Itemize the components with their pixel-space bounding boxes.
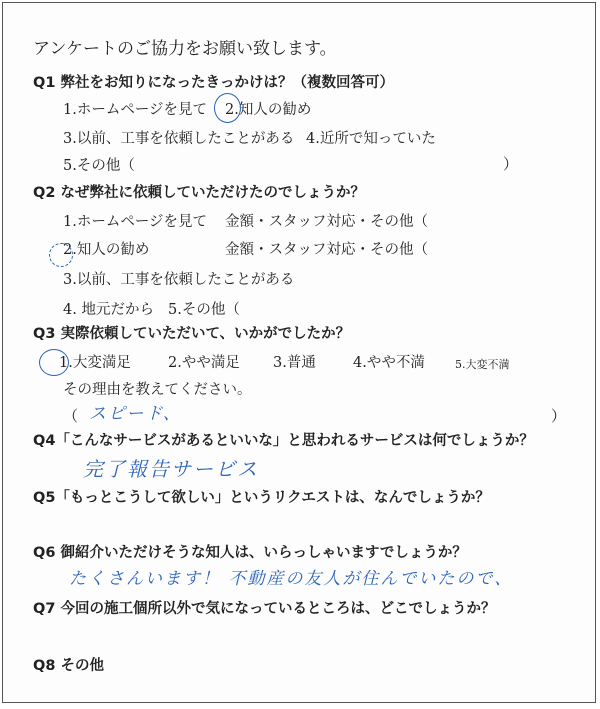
q3-option-3: 3.普通 <box>273 355 316 371</box>
q3-handwritten-answer: スピード、 <box>89 404 182 424</box>
q2-option-1: 1.ホームページを見て <box>63 214 208 230</box>
q1-option-2: 2.知人の勧め <box>225 102 312 118</box>
q3-option-5: 5.大変不満 <box>455 358 510 371</box>
q1-option-1: 1.ホームページを見て <box>63 102 208 118</box>
q1-close-paren: ） <box>503 155 519 173</box>
q2-option-4: 4. 地元だから <box>63 302 154 318</box>
q3-option-2: 2.やや満足 <box>168 355 240 371</box>
q4-handwritten-answer: 完了報告サービス <box>83 457 259 481</box>
q2-selection-circle <box>49 243 73 267</box>
q2-option-2: 2.知人の勧め <box>63 242 150 258</box>
q2-label: Q2 なぜ弊社に依頼していただけたのでしょうか？ <box>33 185 365 201</box>
q3-option-4: 4.やや不満 <box>353 355 425 371</box>
q2-option-2-reason: 金額・スタッフ対応・その他（ <box>225 242 428 258</box>
q3-open-paren: （ <box>63 407 79 425</box>
q3-label: Q3 実際依頼していただいて、いかがでしたか？ <box>33 326 351 342</box>
q3-selection-circle <box>39 349 69 376</box>
q1-option-4: 4.近所で知っていた <box>306 131 436 147</box>
survey-title: アンケートのご協力をお願い致します。 <box>33 39 337 59</box>
q6-handwritten-answer: たくさんいます！ 不動産の友人が住んでいたので、 <box>69 569 514 589</box>
q5-label: Q5「もっとこうして欲しい」というリクエストは、なんでしょうか？ <box>33 490 490 506</box>
q2-option-5: 5.その他（ <box>168 302 240 318</box>
q2-option-3: 3.以前、工事を依頼したことがある <box>63 272 295 288</box>
survey-sheet <box>2 2 596 703</box>
q1-option-3: 3.以前、工事を依頼したことがある <box>63 131 295 147</box>
q4-label: Q4「こんなサービスがあるといいな」と思われるサービスは何でしょうか？ <box>33 433 534 449</box>
q8-label: Q8 その他 <box>33 658 104 674</box>
q1-option-5: 5.その他（ <box>63 158 135 174</box>
q3-option-1: 1.大変満足 <box>59 355 131 371</box>
q3-reason-prompt: その理由を教えてください。 <box>63 382 252 398</box>
q6-label: Q6 御紹介いただけそうな知人は、いらっしゃいますでしょうか？ <box>33 545 467 561</box>
q1-label: Q1 弊社をお知りになったきっかけは？（複数回答可） <box>33 75 394 91</box>
q1-selection-circle <box>214 93 241 123</box>
q7-label: Q7 今回の施工個所以外で気になっているところは、どこでしょうか？ <box>33 601 496 617</box>
q3-close-paren: ） <box>551 407 567 425</box>
q2-option-1-reason: 金額・スタッフ対応・その他（ <box>225 214 428 230</box>
